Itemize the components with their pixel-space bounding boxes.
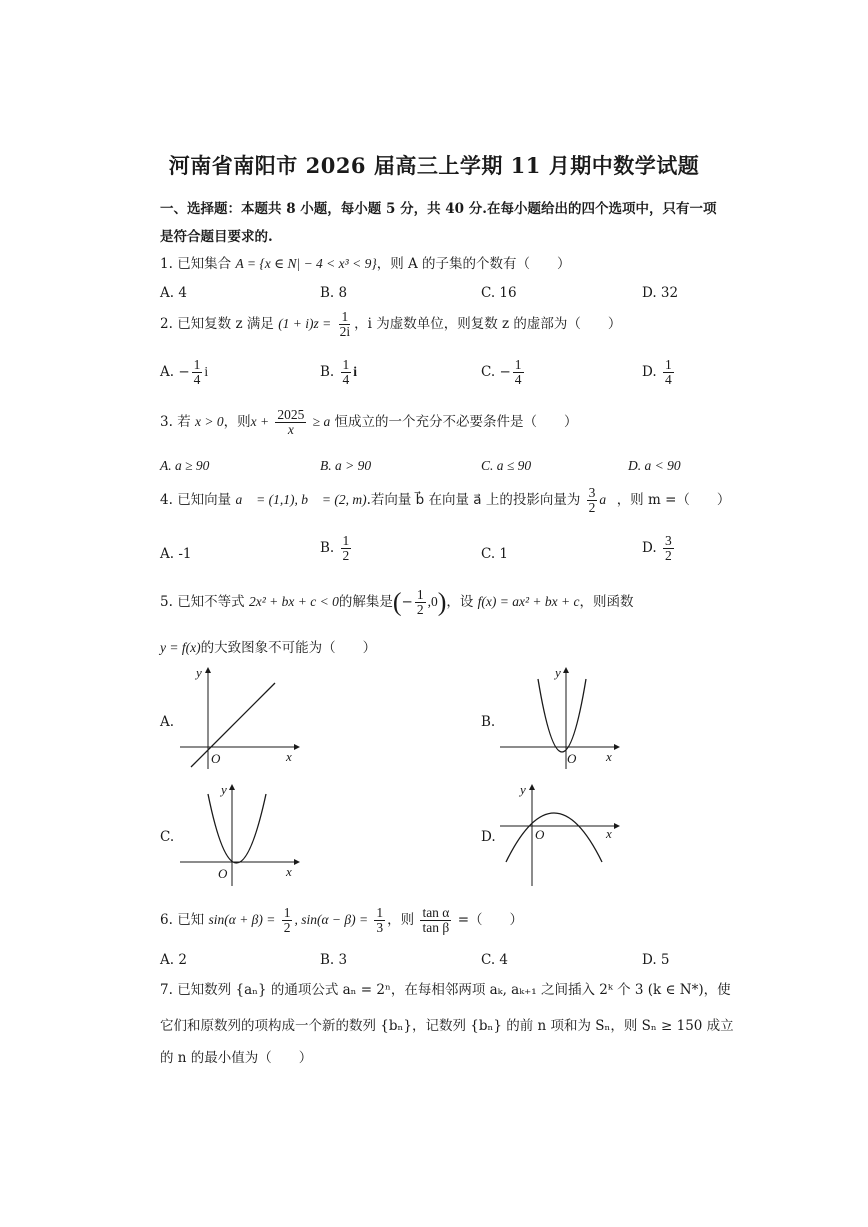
question-text: ，则函数 bbox=[579, 594, 634, 611]
fraction-denominator: 2 bbox=[416, 602, 424, 618]
fraction-denominator: 3 bbox=[376, 920, 384, 936]
fraction bbox=[338, 310, 353, 339]
question-text: ，i 为虚数单位，则复数 z 的虚部为（ ） bbox=[354, 316, 622, 333]
fraction-denominator: 2 bbox=[342, 548, 350, 564]
question-2 bbox=[160, 310, 621, 339]
fraction-numerator: 1 bbox=[342, 533, 350, 548]
sign: − bbox=[178, 364, 190, 381]
question-number: 2. bbox=[160, 316, 173, 333]
fraction-denominator: tan β bbox=[422, 920, 450, 936]
graph-b bbox=[500, 665, 620, 770]
y-axis-label: y bbox=[555, 665, 561, 680]
fraction bbox=[341, 358, 352, 387]
question-7 bbox=[160, 980, 731, 1000]
math-expression: A = {x ∈ N| − 4 < x³ < 9} bbox=[235, 256, 377, 271]
fraction bbox=[663, 358, 674, 387]
question-number: 7. bbox=[160, 982, 173, 998]
fraction bbox=[282, 906, 293, 935]
question-text: 已知不等式 bbox=[177, 594, 245, 611]
fraction-denominator: 2i bbox=[339, 324, 351, 340]
math-expression: x > 0 bbox=[194, 414, 224, 430]
graph-label-b: B. bbox=[481, 714, 496, 730]
origin-label: O bbox=[211, 751, 221, 766]
function-curve bbox=[191, 683, 275, 767]
imaginary-unit: i bbox=[204, 364, 209, 380]
question-text: =（ ） bbox=[457, 912, 523, 929]
fraction-denominator: 2 bbox=[664, 548, 672, 564]
function-curve bbox=[538, 679, 586, 752]
graph-a bbox=[180, 665, 300, 770]
question-text: ，则 bbox=[223, 414, 251, 431]
section-instructions-line1: 一、选择题：本题共 8 小题，每小题 5 分，共 40 分.在每小题给出的四个选项中，只有一项 bbox=[160, 201, 717, 217]
question-5 bbox=[160, 588, 634, 617]
x-axis-label: x bbox=[286, 749, 292, 764]
option-a: A. 4 bbox=[160, 285, 187, 301]
option-c: C. a ≤ 90 bbox=[481, 458, 532, 473]
option-c: C. 4 bbox=[481, 952, 509, 968]
page-title: 河南省南阳市 2026 届高三上学期 11 月期中数学试题 bbox=[168, 153, 700, 178]
fraction-numerator: 1 bbox=[514, 357, 522, 372]
math-expression: x + bbox=[250, 414, 270, 430]
math-expression: y = f(x) bbox=[160, 640, 201, 655]
fraction-denominator: 4 bbox=[664, 372, 672, 388]
fraction bbox=[341, 534, 352, 563]
y-axis-label: y bbox=[196, 665, 202, 680]
option-d: D. a < 90 bbox=[628, 458, 681, 473]
x-axis-arrow-icon bbox=[294, 744, 300, 750]
paren: ) bbox=[437, 587, 447, 617]
question-text: 已知向量 bbox=[177, 492, 232, 509]
question-text: 恒成立的一个充分不必要条件是（ ） bbox=[334, 414, 578, 431]
question-text: 已知数列 {aₙ} 的通项公式 aₙ = 2ⁿ，在每相邻两项 aₖ, aₖ₊₁ 之间插入 2ᵏ 个 3 (k ∈ N*)，使 bbox=[177, 982, 731, 998]
y-axis-arrow-icon bbox=[205, 667, 211, 673]
question-number: 5. bbox=[160, 594, 173, 611]
option-d bbox=[642, 534, 676, 563]
fraction bbox=[415, 588, 426, 617]
question-text: 若 bbox=[177, 414, 191, 431]
question-number: 3. bbox=[160, 414, 173, 431]
origin-label: O bbox=[218, 866, 228, 881]
y-axis-label: y bbox=[221, 782, 227, 797]
fraction-denominator: 2 bbox=[283, 920, 291, 936]
question-text: ，则 bbox=[387, 912, 415, 929]
math-expression: 2x² + bx + c < 0 bbox=[248, 594, 339, 610]
option-b: B. 3 bbox=[320, 952, 348, 968]
question-7-line3: 的 n 的最小值为（ ） bbox=[160, 1050, 313, 1066]
option-a: A. 2 bbox=[160, 952, 187, 968]
x-axis-arrow-icon bbox=[614, 744, 620, 750]
question-4 bbox=[160, 486, 730, 515]
fraction bbox=[513, 358, 524, 387]
question-1 bbox=[160, 254, 571, 274]
fraction bbox=[374, 906, 385, 935]
fraction-numerator: 1 bbox=[376, 905, 384, 920]
graph-c bbox=[180, 782, 300, 887]
math-expression: sin(α + β) = bbox=[208, 912, 276, 928]
origin-label: O bbox=[535, 827, 545, 842]
question-text: 已知复数 z 满足 bbox=[177, 316, 274, 333]
y-axis-label: y bbox=[520, 782, 526, 797]
sign: − bbox=[401, 594, 413, 611]
option-c: C. 16 bbox=[481, 285, 517, 301]
x-axis-arrow-icon bbox=[294, 859, 300, 865]
option-c: C. 1 bbox=[481, 546, 509, 562]
fraction-numerator: 1 bbox=[342, 357, 350, 372]
question-text: ，则 m =（ ） bbox=[616, 492, 731, 509]
option-label: A. bbox=[160, 364, 175, 381]
fraction-numerator: 1 bbox=[341, 309, 349, 324]
question-number: 4. bbox=[160, 492, 173, 509]
question-text: ，则 A 的子集的个数有（ ） bbox=[376, 256, 571, 272]
fraction-numerator: 3 bbox=[664, 533, 672, 548]
fraction-numerator: tan α bbox=[422, 905, 450, 920]
option-label: C. bbox=[481, 364, 496, 381]
graph-d bbox=[500, 782, 620, 887]
option-c bbox=[481, 358, 526, 387]
option-d bbox=[642, 358, 676, 387]
option-label: B. bbox=[320, 540, 335, 557]
x-axis-label: x bbox=[606, 826, 612, 841]
fraction-denominator: 2 bbox=[588, 500, 596, 516]
fraction bbox=[192, 358, 203, 387]
fraction-numerator: 3 bbox=[588, 485, 596, 500]
option-b bbox=[320, 358, 357, 387]
paren: ( bbox=[392, 587, 402, 617]
math-expression: ≥ a bbox=[312, 414, 331, 430]
sign: − bbox=[499, 364, 511, 381]
question-text: 的解集是 bbox=[338, 594, 393, 611]
fraction-denominator: 4 bbox=[193, 372, 201, 388]
option-d: D. 5 bbox=[642, 952, 670, 968]
question-6 bbox=[160, 906, 523, 935]
option-a: A. -1 bbox=[160, 546, 192, 562]
question-5-line2 bbox=[160, 638, 376, 658]
fraction-numerator: 1 bbox=[416, 587, 424, 602]
section-instructions-line2: 是符合题目要求的. bbox=[160, 229, 273, 245]
fraction-numerator: 1 bbox=[193, 357, 201, 372]
question-3 bbox=[160, 408, 578, 437]
question-text: .若向量 b⃗ 在向量 a⃗ 上的投影向量为 bbox=[366, 492, 581, 509]
fraction-numerator: 2025 bbox=[277, 407, 305, 422]
function-curve bbox=[208, 794, 266, 863]
option-label: D. bbox=[642, 364, 657, 381]
option-a: A. a ≥ 90 bbox=[160, 458, 210, 473]
graph-label-c: C. bbox=[160, 829, 175, 845]
fraction bbox=[663, 534, 674, 563]
question-number: 1. bbox=[160, 256, 173, 272]
graph-label-d: D. bbox=[481, 829, 496, 845]
option-a bbox=[160, 358, 208, 387]
option-b: B. a > 90 bbox=[320, 458, 372, 473]
graph-label-a: A. bbox=[160, 714, 175, 730]
option-b bbox=[320, 534, 353, 563]
fraction bbox=[420, 906, 451, 935]
y-axis-arrow-icon bbox=[229, 784, 235, 790]
option-label: D. bbox=[642, 540, 657, 557]
math-expression: ,0 bbox=[427, 594, 438, 610]
math-expression: a⃗ = (1,1), b⃗ = (2, m) bbox=[235, 492, 367, 508]
option-label: B. bbox=[320, 364, 335, 381]
function-curve bbox=[506, 813, 602, 862]
x-axis-label: x bbox=[606, 749, 612, 764]
fraction bbox=[275, 408, 306, 437]
option-d: D. 32 bbox=[642, 285, 679, 301]
fraction bbox=[587, 486, 598, 515]
fraction-denominator: x bbox=[287, 422, 294, 438]
math-expression: a⃗ bbox=[599, 492, 617, 508]
option-b: B. 8 bbox=[320, 285, 348, 301]
math-expression: , sin(α − β) = bbox=[294, 912, 369, 928]
y-axis-arrow-icon bbox=[563, 667, 569, 673]
y-axis-arrow-icon bbox=[529, 784, 535, 790]
math-expression: (1 + i)z = bbox=[278, 316, 332, 332]
question-text: 已知 bbox=[177, 912, 205, 929]
math-expression: f(x) = ax² + bx + c bbox=[477, 594, 580, 610]
x-axis-arrow-icon bbox=[614, 823, 620, 829]
fraction-numerator: 1 bbox=[283, 905, 291, 920]
imaginary-unit: i bbox=[353, 364, 358, 380]
x-axis-label: x bbox=[286, 864, 292, 879]
question-number: 6. bbox=[160, 912, 173, 929]
question-7-line2: 它们和原数列的项构成一个新的数列 {bₙ}，记数列 {bₙ} 的前 n 项和为 Sₙ，则 Sₙ ≥ 150 成立 bbox=[160, 1018, 734, 1034]
question-text: 的大致图象不可能为（ ） bbox=[200, 640, 377, 656]
fraction-denominator: 4 bbox=[514, 372, 522, 388]
fraction-numerator: 1 bbox=[664, 357, 672, 372]
origin-label: O bbox=[567, 751, 577, 766]
fraction-denominator: 4 bbox=[342, 372, 350, 388]
question-text: ，设 bbox=[446, 594, 474, 611]
question-text: 已知集合 bbox=[177, 256, 232, 272]
